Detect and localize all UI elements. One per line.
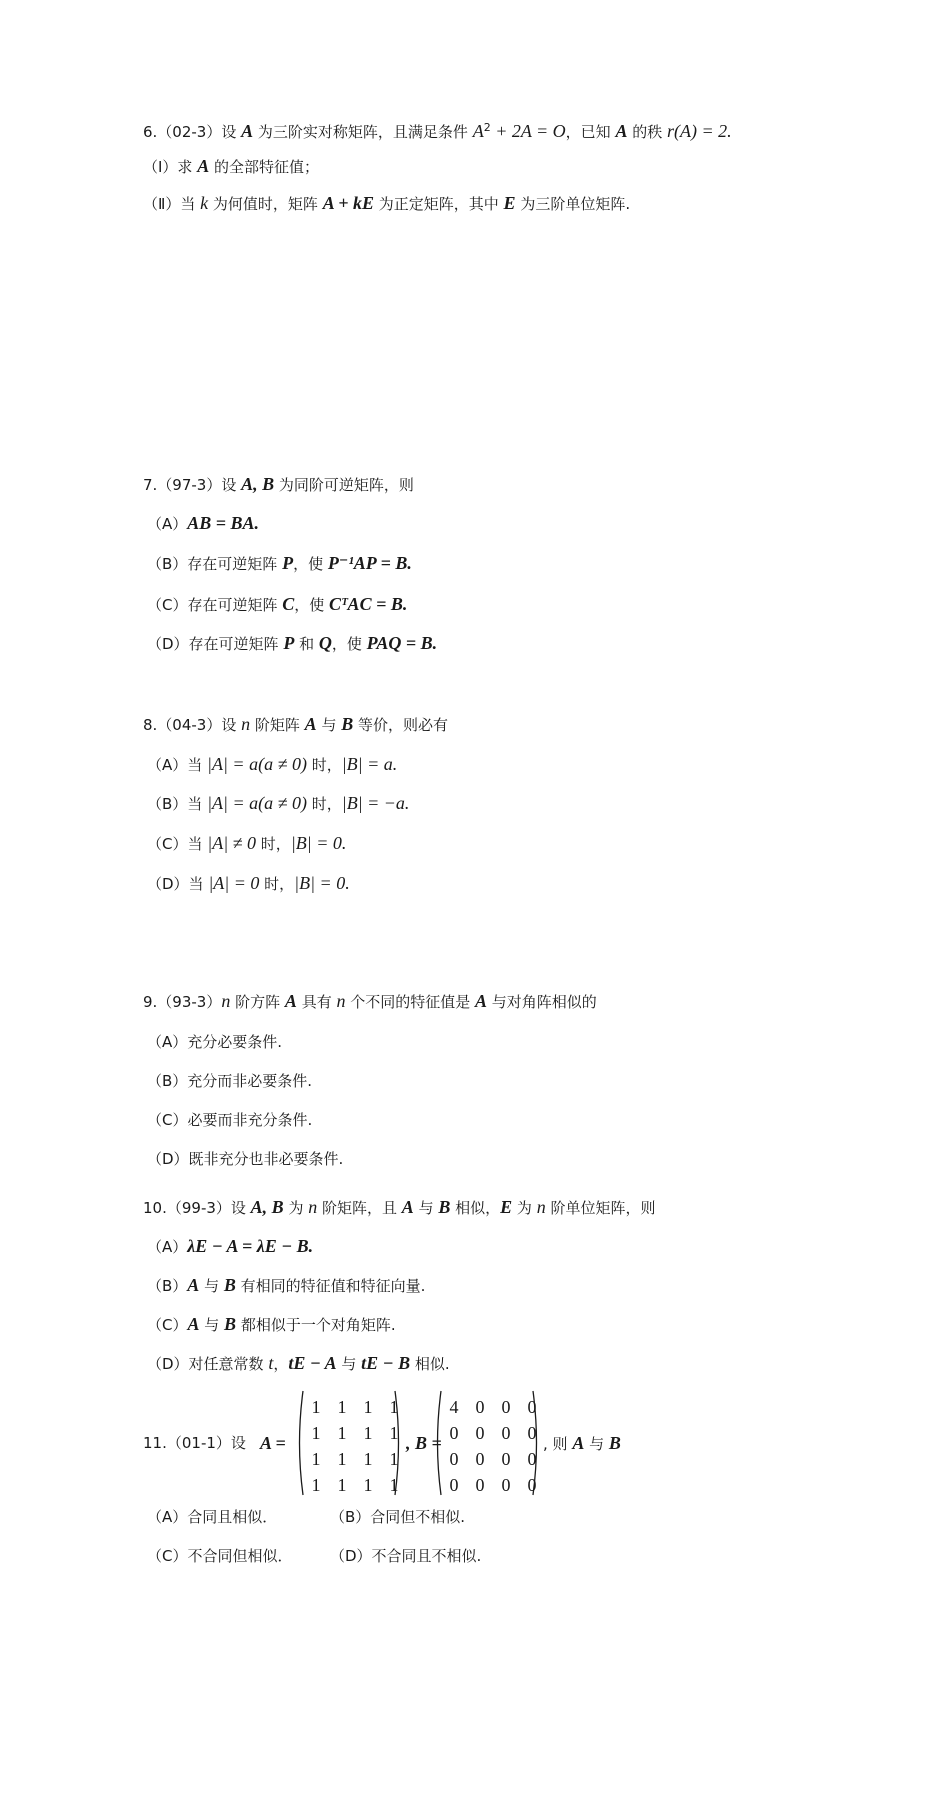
option-text: ，使 xyxy=(293,555,328,573)
matrix-cell: 0 xyxy=(501,1475,511,1495)
q10-option-c xyxy=(147,1313,396,1335)
math-expr: |A| = 0 xyxy=(208,873,260,893)
option-text: ， xyxy=(273,1355,289,1373)
q11-option-c: （C）不合同但相似． xyxy=(147,1547,293,1565)
option-label: （C）存在可逆矩阵 xyxy=(147,596,283,614)
matrix-cell: 0 xyxy=(527,1449,537,1469)
q10-text: 阶单位矩阵，则 xyxy=(545,1199,656,1217)
math-var: B xyxy=(438,1197,451,1217)
math-expr: A + kE xyxy=(322,193,374,213)
matrix-cell: 4 xyxy=(449,1397,459,1417)
q7-option-c xyxy=(147,593,407,615)
math-var: P xyxy=(282,553,294,573)
matrix-cell: 1 xyxy=(363,1475,373,1495)
q8-number: 8.（04-3）设 xyxy=(143,716,242,734)
q10-option-b xyxy=(147,1274,425,1296)
option-text: 与 xyxy=(336,1355,362,1373)
option-label: （D）当 xyxy=(147,875,209,893)
math-expr: P⁻¹AP = B. xyxy=(327,553,412,573)
matrix-cell: 0 xyxy=(449,1475,459,1495)
math-expr: , B = xyxy=(406,1433,442,1453)
q9-option-b: （B）充分而非必要条件. xyxy=(147,1072,313,1090)
q7-number: 7.（97-3）设 xyxy=(143,476,242,494)
math-var: A xyxy=(304,714,317,734)
option-text: ，使 xyxy=(294,596,330,614)
q6-stem xyxy=(143,117,732,139)
q6-text: 为正定矩阵，其中 xyxy=(373,195,504,213)
math-var: n xyxy=(536,1197,546,1217)
q10-text: 与 xyxy=(413,1199,439,1217)
math-expr: |A| ≠ 0 xyxy=(207,833,257,853)
matrix-b-cells xyxy=(441,1394,545,1498)
math-expr: A = xyxy=(260,1433,286,1453)
matrix-cell: 0 xyxy=(475,1423,485,1443)
math-var: A xyxy=(241,121,254,141)
q11-text: , 则 xyxy=(543,1435,573,1453)
matrix-cell: 0 xyxy=(527,1397,537,1417)
math-var: A xyxy=(284,991,297,1011)
math-expr: λE − A = λE − B. xyxy=(187,1236,314,1256)
math-var: A, B xyxy=(250,1197,284,1217)
q7-option-a xyxy=(147,512,259,534)
option-text: 有相同的特征值和特征向量. xyxy=(235,1277,426,1295)
q8-text: 等价，则必有 xyxy=(353,716,449,734)
q9-text: 阶方阵 xyxy=(230,993,285,1011)
math-var: A xyxy=(475,991,488,1011)
option-label: （C）当 xyxy=(147,835,208,853)
q6-text: 的全部特征值； xyxy=(209,158,319,176)
q7-option-b xyxy=(147,552,412,574)
q9-text: 个不同的特征值是 xyxy=(345,993,476,1011)
option-text: 时， xyxy=(306,756,342,774)
math-var: B xyxy=(224,1314,237,1334)
option-text: 相似. xyxy=(410,1355,450,1373)
q11-text: 与 xyxy=(584,1435,609,1453)
q11-option-d: （D）不合同且不相似. xyxy=(330,1547,482,1565)
q6-text: （Ⅰ）求 xyxy=(143,158,198,176)
math-var: n xyxy=(221,991,231,1011)
q10-text: 相似， xyxy=(450,1199,501,1217)
matrix-cell: 1 xyxy=(363,1397,373,1417)
matrix-cell: 1 xyxy=(389,1475,399,1495)
math-expr: + 2A = O xyxy=(490,121,566,141)
math-expr: AB = BA. xyxy=(187,513,260,533)
q10-text: 为 xyxy=(283,1199,309,1217)
q8-text: 与 xyxy=(316,716,342,734)
q8-stem xyxy=(143,713,448,735)
math-var: B xyxy=(608,1433,621,1453)
math-var: A, B xyxy=(241,474,275,494)
matrix-cell: 0 xyxy=(501,1423,511,1443)
q11-option-a: （A）合同且相似． xyxy=(147,1508,278,1526)
q6-part-1 xyxy=(143,155,319,177)
q6-text: 的秩 xyxy=(627,123,667,141)
q6-text: 为何值时，矩阵 xyxy=(208,195,323,213)
math-var: A xyxy=(197,156,210,176)
matrix-cell: 0 xyxy=(527,1423,537,1443)
math-var: C xyxy=(282,594,295,614)
matrix-cell: 0 xyxy=(449,1449,459,1469)
q11-tail xyxy=(543,1432,621,1455)
option-text: 与 xyxy=(199,1277,224,1295)
q6-text: 为三阶单位矩阵. xyxy=(515,195,631,213)
math-var: E xyxy=(500,1197,513,1217)
q10-option-a xyxy=(147,1235,313,1257)
q6-text: （Ⅱ）当 xyxy=(143,195,201,213)
matrix-cell: 1 xyxy=(311,1397,321,1417)
math-var: A xyxy=(615,121,628,141)
q6-part-2 xyxy=(143,192,630,214)
q9-option-a: （A）充分必要条件. xyxy=(147,1033,283,1051)
matrix-cell: 1 xyxy=(363,1423,373,1443)
q7-stem xyxy=(143,473,414,495)
math-expr: PAQ = B. xyxy=(366,633,438,653)
option-label: （B）当 xyxy=(147,795,208,813)
q6-text: ，已知 xyxy=(565,123,616,141)
q11-stem xyxy=(143,1388,663,1498)
matrix-cell: 0 xyxy=(475,1475,485,1495)
q6-number: 6.（02-3）设 xyxy=(143,123,242,141)
math-expr: tE − B xyxy=(361,1353,411,1373)
option-label: （C） xyxy=(147,1316,188,1334)
math-expr: |B| = 0. xyxy=(294,873,350,893)
option-label: （B） xyxy=(147,1277,188,1295)
q7-text: 为同阶可逆矩阵，则 xyxy=(274,476,414,494)
math-var: B xyxy=(341,714,354,734)
matrix-cell: 0 xyxy=(501,1397,511,1417)
option-text: 都相似于一个对角矩阵. xyxy=(236,1316,396,1334)
q9-text: 具有 xyxy=(296,993,337,1011)
math-var: n xyxy=(308,1197,318,1217)
matrix-b xyxy=(433,1388,541,1498)
q8-option-c xyxy=(147,832,346,854)
q9-number: 9.（93-3） xyxy=(143,993,222,1011)
math-expr: A xyxy=(472,121,484,141)
option-text: 时， xyxy=(306,795,342,813)
matrix-cell: 1 xyxy=(337,1397,347,1417)
matrix-cell: 1 xyxy=(389,1449,399,1469)
math-var: E xyxy=(503,193,516,213)
option-label: （A） xyxy=(147,1238,188,1256)
option-label: （A）当 xyxy=(147,756,208,774)
q8-option-a xyxy=(147,753,397,775)
math-sup: 2 xyxy=(483,121,491,134)
math-expr: CᵀAC = B. xyxy=(329,594,408,614)
math-var: A xyxy=(187,1275,200,1295)
math-var: A xyxy=(572,1433,585,1453)
matrix-cell: 1 xyxy=(337,1423,347,1443)
q6-text: 为三阶实对称矩阵，且满足条件 xyxy=(253,123,473,141)
math-expr: |B| = a. xyxy=(341,754,398,774)
math-var: Q xyxy=(318,633,332,653)
q7-option-d xyxy=(147,632,437,654)
matrix-cell: 0 xyxy=(527,1475,537,1495)
matrix-cell: 1 xyxy=(389,1397,399,1417)
matrix-cell: 1 xyxy=(311,1449,321,1469)
math-expr: |A| = a(a ≠ 0) xyxy=(207,754,307,774)
q9-text: 与对角阵相似的 xyxy=(487,993,597,1011)
q9-option-c: （C）必要而非充分条件. xyxy=(147,1111,313,1129)
matrix-cell: 1 xyxy=(363,1449,373,1469)
math-expr: r(A) = 2. xyxy=(667,121,732,141)
q9-option-d: （D）既非充分也非必要条件. xyxy=(147,1150,344,1168)
option-label: （B）存在可逆矩阵 xyxy=(147,555,283,573)
matrix-a xyxy=(295,1388,403,1498)
matrix-cell: 1 xyxy=(311,1423,321,1443)
option-text: 和 xyxy=(294,635,319,653)
q10-stem xyxy=(143,1196,655,1218)
q11-number: 11.（01-1）设 xyxy=(143,1434,246,1452)
math-var: P xyxy=(283,633,295,653)
math-var: A xyxy=(187,1314,200,1334)
matrix-a-cells xyxy=(303,1394,407,1498)
option-text: ，使 xyxy=(331,635,367,653)
q9-stem xyxy=(143,990,597,1012)
q8-option-d xyxy=(147,872,350,894)
option-label: （A） xyxy=(147,515,188,533)
math-expr: |B| = 0. xyxy=(290,833,347,853)
q8-option-b xyxy=(147,792,409,814)
math-expr: |B| = −a. xyxy=(341,793,410,813)
matrix-cell: 1 xyxy=(337,1475,347,1495)
q10-text: 阶矩阵，且 xyxy=(317,1199,402,1217)
option-text: 与 xyxy=(199,1316,225,1334)
math-var: t xyxy=(268,1353,274,1373)
matrix-cell: 1 xyxy=(337,1449,347,1469)
matrix-cell: 1 xyxy=(389,1423,399,1443)
matrix-cell: 1 xyxy=(311,1475,321,1495)
q10-text: 为 xyxy=(512,1199,537,1217)
matrix-cell: 0 xyxy=(475,1449,485,1469)
q10-number: 10.（99-3）设 xyxy=(143,1199,251,1217)
math-var: B xyxy=(223,1275,236,1295)
matrix-cell: 0 xyxy=(449,1423,459,1443)
matrix-cell: 0 xyxy=(501,1449,511,1469)
math-var: n xyxy=(241,714,251,734)
math-var: k xyxy=(200,193,209,213)
math-var: n xyxy=(336,991,346,1011)
math-expr: |A| = a(a ≠ 0) xyxy=(207,793,307,813)
matrix-cell: 0 xyxy=(475,1397,485,1417)
option-label: （D）存在可逆矩阵 xyxy=(147,635,284,653)
option-text: 时， xyxy=(259,875,295,893)
q11-option-b: （B）合同但不相似. xyxy=(330,1508,466,1526)
math-var: A xyxy=(401,1197,414,1217)
q8-text: 阶矩阵 xyxy=(250,716,305,734)
math-expr: tE − A xyxy=(288,1353,337,1373)
option-text: 时， xyxy=(256,835,291,853)
q10-option-d xyxy=(147,1352,450,1374)
option-label: （D）对任意常数 xyxy=(147,1355,269,1373)
